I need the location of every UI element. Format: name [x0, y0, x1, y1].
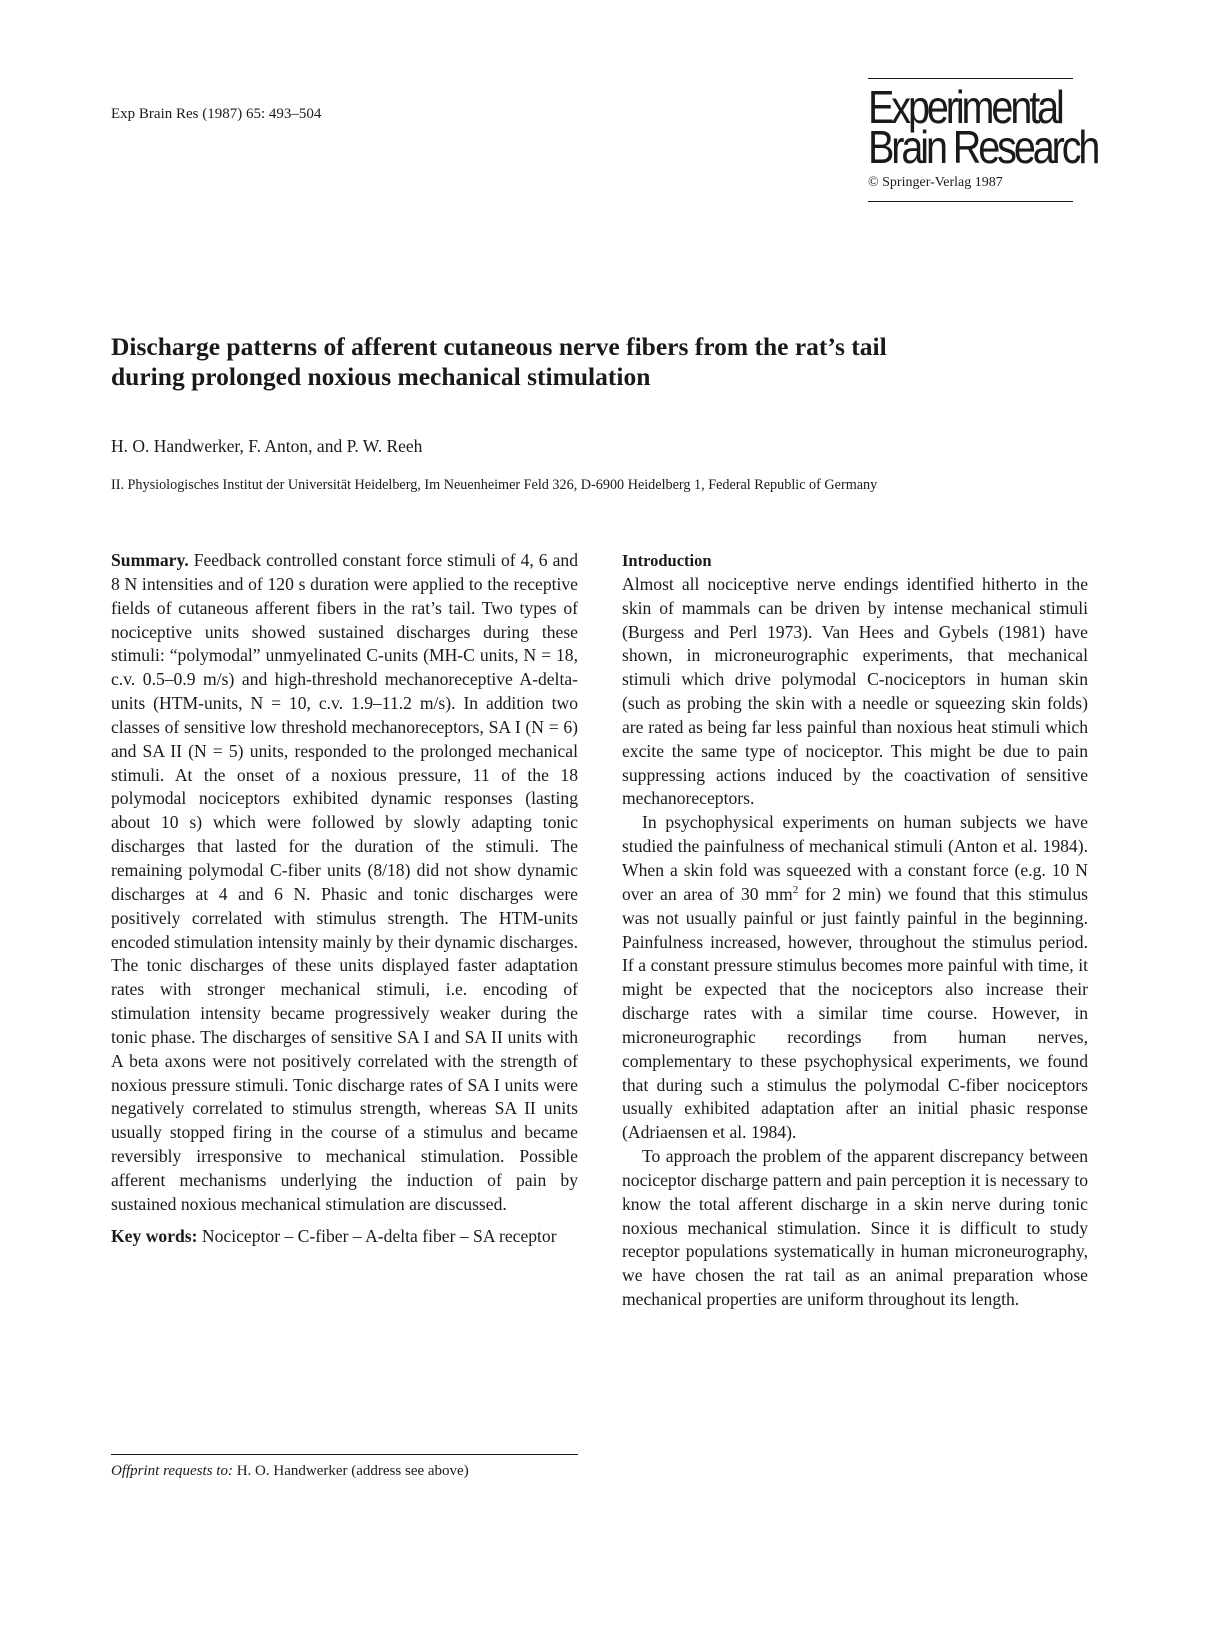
- masthead-bottom-rule: [868, 201, 1073, 202]
- offprint-footnote: [111, 1463, 469, 1480]
- intro-p2-text-after: for 2 min) we found that this stimulus was not usually painful or just faintly painful in the beginning. Painfulness increased, however, throughout the stimulus period. If a constant pressure stimulus becomes more painful with time, it might be expected that the nociceptors also increase their discharge rates with a similar time course. However, in microneurographic recordings from human nerves, complementary to these psychophysical experiments, we found that during such a stimulus the polymodal C-fiber nociceptors usually exhibited adaptation after an initial phasic response (Adriaensen et al. 1984).: [622, 883, 1089, 1143]
- left-column: [111, 549, 578, 1248]
- footnote-text: H. O. Handwerker (address see above): [236, 1463, 469, 1479]
- title-line-2: during prolonged noxious mechanical stimulation: [111, 362, 651, 391]
- right-column: [622, 549, 1088, 1312]
- journal-name-line2: Brain Research: [868, 121, 1098, 173]
- superscript-2: 2: [792, 883, 799, 896]
- footnote-rule: [111, 1454, 578, 1455]
- affiliation: II. Physiologisches Institut der Universität Heidelberg, Im Neuenheimer Feld 326, D-6900 Heidelberg 1, Federal Republic of Germany: [111, 477, 878, 493]
- journal-name: [868, 81, 1098, 173]
- intro-p2-text-before: In psychophysical experiments on human subjects we have studied the painfulness of mechanical stimuli (Anton et al. 1984). When a skin fold was squeezed with a constant force (e.g. 10 N over an area of 30 mm: [622, 812, 1088, 904]
- author-list: H. O. Handwerker, F. Anton, and P. W. Reeh: [111, 436, 423, 456]
- intro-paragraph-2: [622, 811, 1088, 1145]
- footnote-label: Offprint requests to:: [111, 1463, 233, 1479]
- intro-paragraph-1: Almost all nociceptive nerve endings identified hitherto in the skin of mammals can be driven by intense mechanical stimuli (Burgess and Perl 1973). Van Hees and Gybels (1981) have shown, in microneurographic experiments, that mechanical stimuli which drive polymodal C-nociceptors in human skin (such as probing the skin with a needle or squeezing skin folds) are rated as being far less painful than noxious heat stimuli which excite the same type of nociceptor. This might be due to pain suppressing actions induced by the coactivation of sensitive mechanoreceptors.: [622, 573, 1088, 809]
- journal-citation: Exp Brain Res (1987) 65: 493–504: [111, 106, 322, 122]
- summary-paragraph: [111, 549, 578, 1217]
- masthead-top-rule: [868, 78, 1073, 79]
- keywords-label: Key words:: [111, 1225, 198, 1246]
- journal-masthead: [868, 78, 1098, 202]
- keywords-text: Nociceptor – C-fiber – A-delta fiber – SA receptor: [201, 1225, 557, 1246]
- introduction-heading: Introduction: [622, 551, 712, 570]
- journal-name-line1: Experimental: [868, 81, 1062, 133]
- title-line-1: Discharge patterns of afferent cutaneous nerve fibers from the rat’s tail: [111, 332, 887, 361]
- intro-paragraph-3: To approach the problem of the apparent discrepancy between nociceptor discharge pattern and pain perception it is necessary to know the total afferent discharge in a skin nerve during tonic noxious mechanical stimulation. Since it is difficult to study receptor populations systematically in human microneurography, we have chosen the rat tail as an animal preparation whose mechanical properties are uniform throughout its length.: [622, 1146, 1088, 1310]
- copyright-notice: © Springer-Verlag 1987: [868, 175, 1003, 190]
- summary-label: Summary.: [111, 550, 189, 570]
- summary-text: Feedback controlled constant force stimuli of 4, 6 and 8 N intensities and of 120 s duration were applied to the receptive fields of cutaneous afferent fibers in the rat’s tail. Two types of nociceptive units showed sustained discharges during these stimuli: “polymodal” unmyelinated C-units (MH-C units, N = 18, c.v. 0.5–0.9 m/s) and high-threshold mechanoreceptive A-delta-units (HTM-units, N = 10, c.v. 1.9–11.2 m/s). In addition two classes of sensitive low threshold mechanoreceptors, SA I (N = 6) and SA II (N = 5) units, responded to the prolonged mechanical stimuli. At the onset of a noxious pressure, 11 of the 18 polymodal nociceptors exhibited dynamic responses (lasting about 10 s) which were followed by slowly adapting tonic discharges that lasted for the duration of the stimuli. The remaining polymodal C-fiber units (8/18) did not show dynamic discharges at 4 and 6 N. Phasic and tonic discharges were positively correlated with stimulus strength. The HTM-units encoded stimulation intensity mainly by their dynamic discharges. The tonic discharges of these units displayed faster adaptation rates with stronger mechanical stimuli, i.e. encoding of stimulation intensity became progressively weaker during the tonic phase. The discharges of sensitive SA I and SA II units with A beta axons were not positively correlated with the strength of noxious pressure stimuli. Tonic discharge rates of SA I units were negatively correlated to stimulus strength, whereas SA II units usually stopped firing in the course of a stimulus and became reversibly irresponsive to mechanical stimulation. Possible afferent mechanisms underlying the induction of pain by sustained noxious mechanical stimulation are discussed.: [111, 550, 578, 1214]
- keywords-paragraph: [111, 1225, 578, 1249]
- article-title: [111, 332, 1111, 392]
